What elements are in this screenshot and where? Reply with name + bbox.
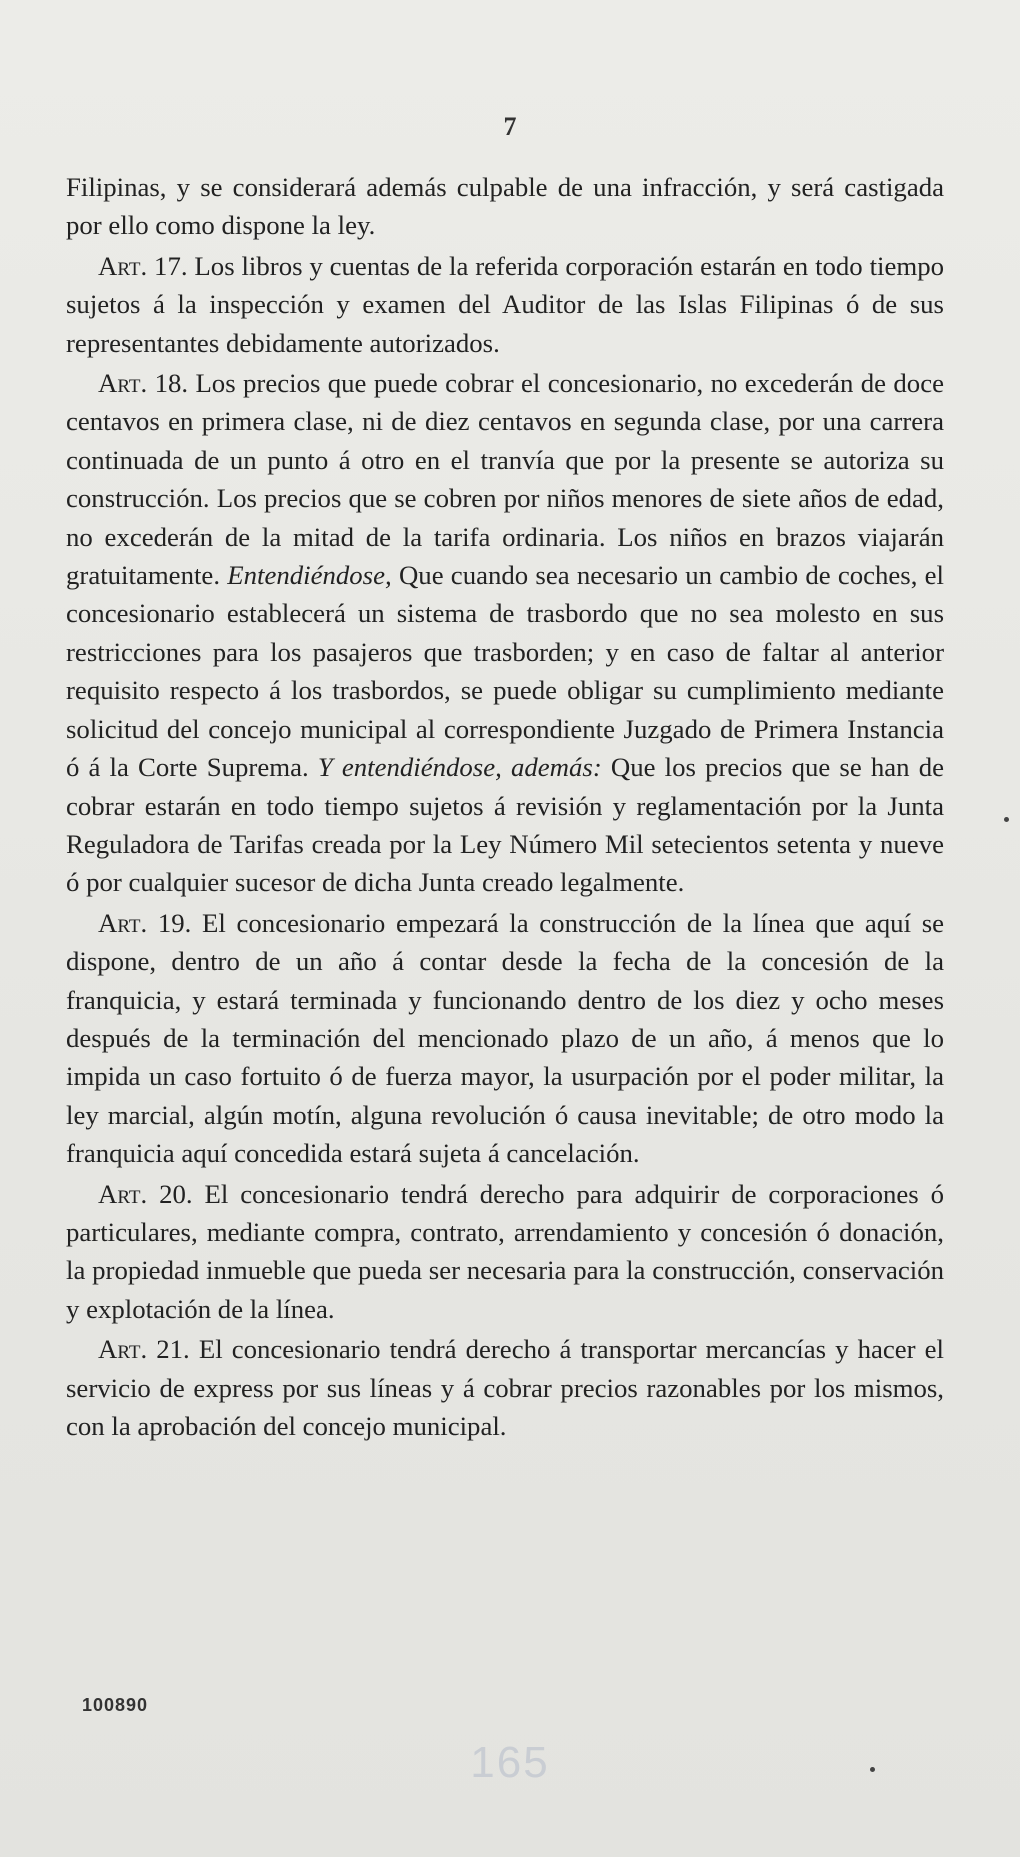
article-20	[66, 1175, 944, 1329]
article-text: Los libros y cuentas de la referida corporación estarán en todo tiempo sujetos á la inspección y examen del Auditor de las Islas Filipinas ó de sus representantes debidamente autorizados.	[66, 250, 944, 358]
article-17	[66, 247, 944, 362]
article-text: Los precios que puede cobrar el concesionario, no excederán de doce centavos en primera clase, ni de diez centavos en segunda clase, por una carrera continuada de un punto á otro en el tranvía que por la presente se autoriza su construcción. Los precios que se cobren por niños menores de siete años de edad, no excederán de la mitad de la tarifa ordinaria. Los niños en brazos viajarán gratuitamente.	[66, 368, 944, 591]
article-21	[66, 1330, 944, 1445]
page-number: 7	[503, 112, 517, 141]
scan-speck	[1004, 817, 1009, 822]
article-text: El concesionario tendrá derecho á transportar mercancías y hacer el servicio de express por sus líneas y á cobrar precios razonables por los mismos, con la aprobación del concejo municipal.	[66, 1334, 944, 1441]
article-18	[66, 364, 944, 902]
body-text	[66, 168, 944, 1445]
stamp-number: 165	[470, 1738, 550, 1787]
article-19	[66, 904, 944, 1173]
paragraph-text: Filipinas, y se considerará además culpable de una infracción, y será castigada por ello como dispone la ley.	[66, 172, 944, 241]
scan-speck	[870, 1767, 875, 1772]
article-text: El concesionario tendrá derecho para adquirir de corporaciones ó particulares, mediante compra, contrato, arrendamiento y concesión ó donación, la propiedad inmueble que pueda ser necesaria para la construcción, conservación y explotación de la línea.	[66, 1178, 944, 1324]
article-text: Que los precios que se han de cobrar estarán en todo tiempo sujetos á revisión y reglamentación por la Junta Reguladora de Tarifas creada por la Ley Número Mil setecientos setenta y nueve ó por cualquier sucesor de dicha Junta creado legalmente.	[66, 752, 945, 898]
article-label: Art. 20.	[98, 1178, 193, 1209]
article-label: Art. 21.	[98, 1334, 190, 1365]
footer-print-code: 100890	[82, 1695, 149, 1715]
article-text: Que cuando sea necesario un cambio de coches, el concesionario establecerá un sistema de trasbordo que no sea molesto en sus restricciones para los pasajeros que trasborden; y en caso de faltar al anterior requisito respecto á los trasbordos, se puede obligar su cumplimiento mediante solicitud del concejo municipal al correspondiente Juzgado de Primera Instancia ó á la Corte Suprema.	[66, 560, 944, 783]
article-label: Art. 17.	[98, 250, 188, 281]
paragraph-continuation	[66, 168, 944, 245]
article-label: Art. 18.	[98, 368, 189, 399]
article-italic-clause: Entendiéndose,	[227, 560, 392, 591]
article-text: El concesionario empezará la construcción de la línea que aquí se dispone, dentro de un año á contar desde la fecha de la concesión de la franquicia, y estará terminada y funcionando dentro de los diez y ocho meses después de la terminación del mencionado plazo de un año, á menos que lo impida un caso fortuito ó de fuerza mayor, la usurpación por el poder militar, la ley marcial, algún motín, alguna revolución ó causa inevitable; de otro modo la franquicia aquí concedida estará sujeta á cancelación.	[66, 907, 945, 1169]
article-italic-clause: Y entendiéndose, además:	[317, 752, 602, 783]
article-label: Art. 19.	[98, 907, 192, 938]
